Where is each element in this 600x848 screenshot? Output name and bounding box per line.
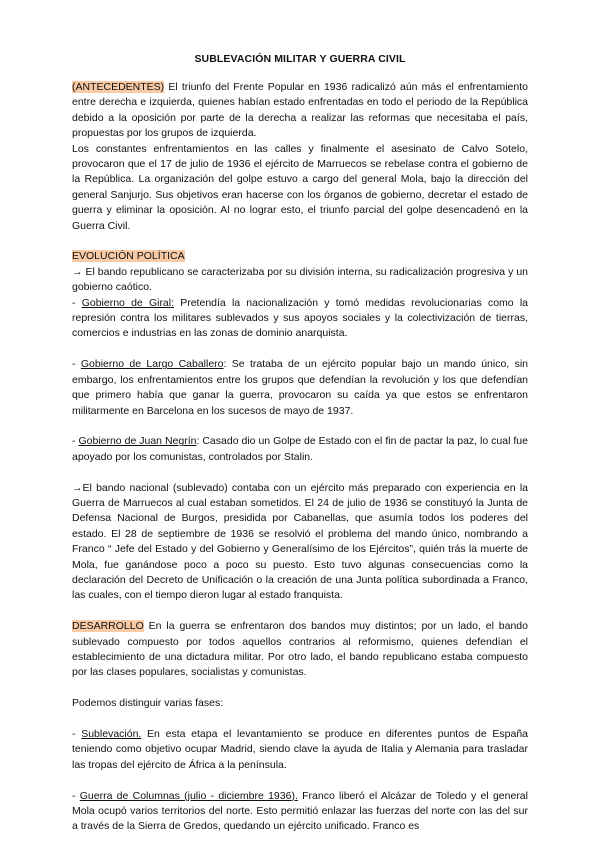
largo-caballero-paragraph xyxy=(72,357,528,419)
evolucion-intro: → El bando republicano se caracterizaba por su división interna, su radicalización progresiva y un gobierno caótico. xyxy=(72,265,528,294)
largo-caballero-label: Gobierno de Largo Caballero xyxy=(80,358,224,371)
sublevacion-prefix: - xyxy=(72,727,82,740)
largo-caballero-text: : Se trataba de un ejército popular bajo un mando único, sin embargo, los enfrentamientos entre los grupos que defendían la revolución y los que defendían que primero había que ganar la guerra, provocaron su caída ya que estos se enfrentaron militarmente en Barcelona en los sucesos de mayo de 1937. xyxy=(72,358,528,417)
antecedentes-paragraph-2: Los constantes enfrentamientos en las calles y finalmente el asesinato de Calvo Sotelo, provocaron que el 17 de julio de 1936 el ejército de Marruecos se rebelase contra el gobierno de la República. La organización del golpe estuvo a cargo del general Mola, bajo la dirección del general Sanjurjo. Sus objetivos eran hacerse con los órganos de gobierno, decretar el estado de guerra y eliminar la oposición. Al no lograr esto, el triunfo parcial del golpe desencadenó en la Guerra Civil. xyxy=(72,142,528,232)
desarrollo-paragraph xyxy=(72,619,528,681)
giral-prefix: - xyxy=(72,296,82,309)
columnas-text: Franco liberó el Alcázar de Toledo y el general Mola ocupó varios territorios del norte. Esto permitió enlazar las fuerzas del norte con las del sur a través de la Sierra de Gredos, quedando un ejército unificado. Franco es xyxy=(72,789,528,833)
giral-text: Pretendía la nacionalización y tomó medidas revolucionarias como la represión contra los militares sublevados y sus apoyos sociales y la colectivización de tierras, comercios e industrias en las zonas de dominio anarquista. xyxy=(72,296,528,340)
sublevacion-paragraph xyxy=(72,727,528,773)
antecedentes-text: El triunfo del Frente Popular en 1936 radicalizó aún más el enfrentamiento entre derecha e izquierda, quienes habían estado enfrentadas en todo el periodo de la República debido a la oposición por parte de la derecha a realizar las reformas que necesitaba el país, propuestas por los grupos de izquierda. xyxy=(72,81,528,140)
negrin-prefix: - xyxy=(72,435,79,448)
largo-prefix: - xyxy=(72,358,81,371)
fases-intro: Podemos distinguir varias fases: xyxy=(72,697,224,710)
columnas-prefix: - xyxy=(72,789,80,802)
giral-paragraph xyxy=(72,296,528,342)
evolucion-heading: EVOLUCIÓN POLÍTICA xyxy=(72,250,185,263)
columnas-label: Guerra de Columnas (julio - diciembre 1936). xyxy=(79,789,298,802)
evolucion-heading-line xyxy=(72,249,528,264)
negrin-paragraph xyxy=(72,434,528,465)
columnas-paragraph xyxy=(72,789,528,835)
page-title: SUBLEVACIÓN MILITAR Y GUERRA CIVIL xyxy=(194,53,406,65)
sublevacion-label: Sublevación. xyxy=(81,727,142,740)
giral-label: Gobierno de Giral: xyxy=(81,296,175,309)
desarrollo-text: En la guerra se enfrentaron dos bandos muy distintos; por un lado, el bando sublevado compuesto por todos aquellos contrarios al reformismo, quienes defendían el establecimiento de una dictadura militar. Por otro lado, el bando republicano estaba compuesto por las clases populares, socialistas y comunistas. xyxy=(72,620,528,679)
desarrollo-heading: DESARROLLO xyxy=(72,620,144,633)
negrin-label: Gobierno de Juan Negrín xyxy=(78,435,197,448)
negrin-text: : Casado dio un Golpe de Estado con el fin de pactar la paz, lo cual fue apoyado por los comunistas, controlados por Stalin. xyxy=(72,435,528,463)
antecedentes-heading: (ANTECEDENTES) xyxy=(72,81,165,93)
bando-nacional-paragraph: →El bando nacional (sublevado) contaba con un ejército más preparado con experiencia en la Guerra de Marruecos al cual estaban sometidos. El 24 de julio de 1936 se constituyó la Junta de Defensa Nacional de Burgos, presidida por Cabanellas, que asumía todos los poderes del estado. El 28 de septiembre de 1936 se resolvió el problema del mando único, nombrando a Franco “ Jefe del Estado y del Gobierno y Generalísimo de los Ejércitos”, quién trás la muerte de Mola, fue ganándose poco a poco su puesto. Esto tuvo algunas consecuencias como la declaración del Decreto de Unificación o la creación de una Junta política subordinada a Franco, las cuales, con el tiempo dieron lugar al estado franquista. xyxy=(72,481,528,602)
sublevacion-text: En esta etapa el levantamiento se produce en diferentes puntos de España teniendo como objetivo ocupar Madrid, siendo clave la ayuda de Italia y Alemania para trasladar las tropas del ejército de África a la península. xyxy=(72,727,528,771)
antecedentes-paragraph xyxy=(72,80,528,142)
